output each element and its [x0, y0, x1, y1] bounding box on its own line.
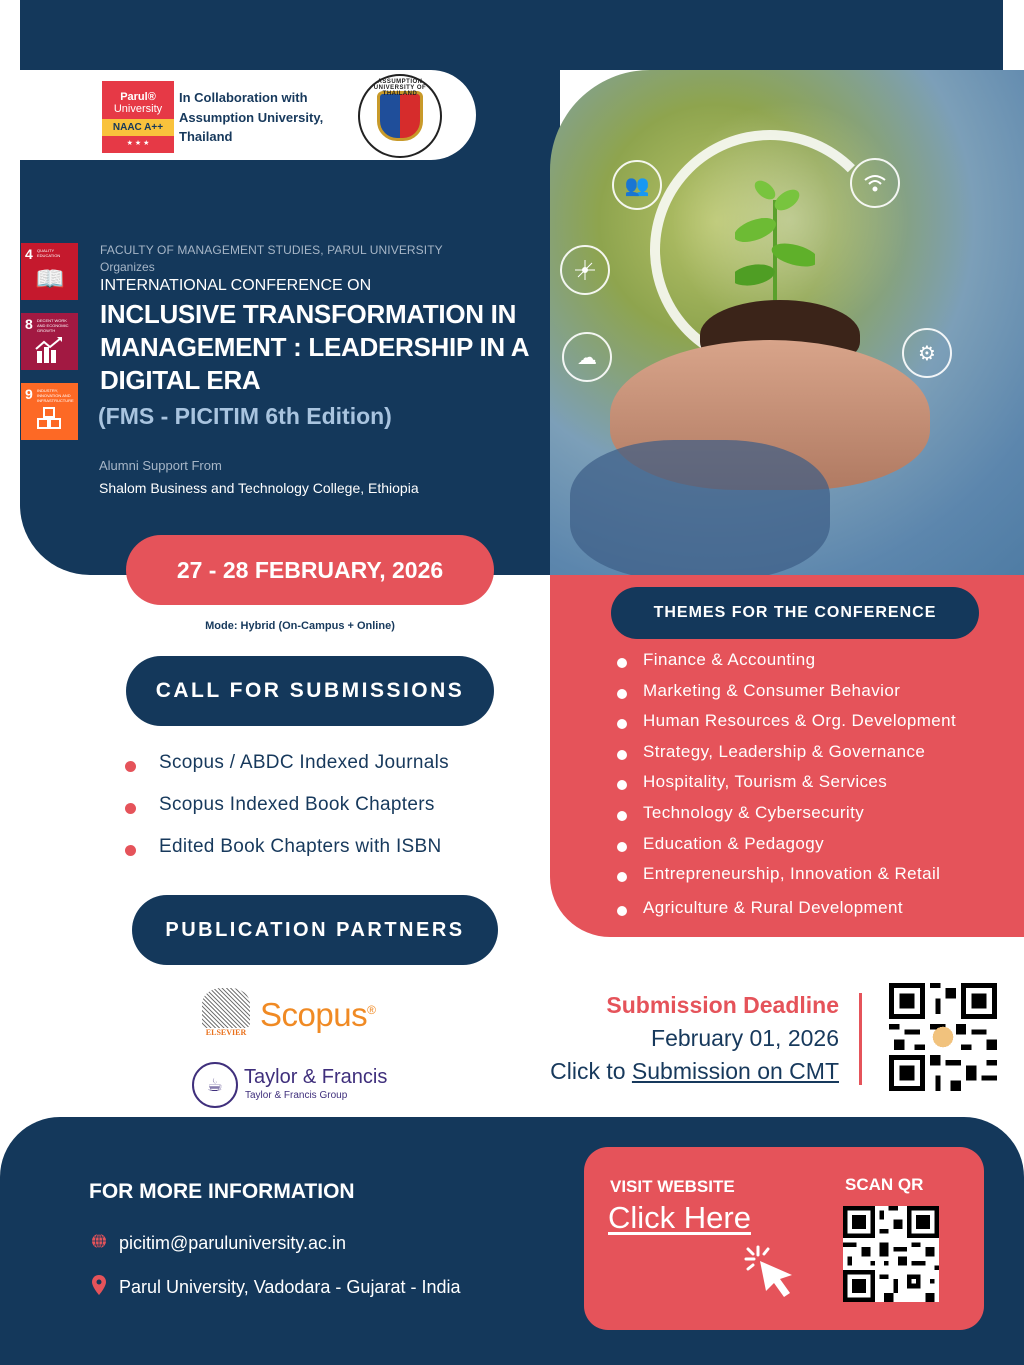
elsevier-logo: ELSEVIER: [202, 988, 250, 1040]
list-item: Entrepreneurship, Innovation & Retail: [617, 864, 956, 895]
network-icon: [560, 245, 610, 295]
collaboration-text: In Collaboration with Assumption University, Thailand: [179, 90, 324, 144]
hero-image: [550, 70, 1024, 575]
bullet-icon: [617, 750, 627, 760]
cloud-upload-icon: ☁: [562, 332, 612, 382]
list-item: Human Resources & Org. Development: [617, 711, 956, 742]
sdg-4-tile: 4 QUALITY EDUCATION 📖: [21, 243, 78, 300]
cursor-click-icon: [744, 1245, 804, 1300]
taylor-francis-logo: Taylor & Francis: [244, 1066, 388, 1088]
organizes-label: Organizes: [100, 260, 155, 274]
call-for-submissions-heading: CALL FOR SUBMISSIONS: [126, 656, 494, 726]
alumni-support-label: Alumni Support From: [99, 458, 222, 473]
conference-type: INTERNATIONAL CONFERENCE ON: [100, 277, 372, 294]
list-item: Scopus / ABDC Indexed Journals: [125, 752, 449, 794]
contact-email: [89, 1233, 346, 1254]
publication-partners-heading: PUBLICATION PARTNERS: [132, 895, 498, 965]
parul-university-logo: Parul® University NAAC A++ ★ ★ ★: [102, 81, 174, 153]
book-icon: 📖: [35, 266, 65, 293]
sdg-9-tile: 9 INDUSTRY, INNOVATION AND INFRASTRUCTURE: [21, 383, 78, 440]
tree-icon: [202, 988, 250, 1028]
location-pin-icon: [89, 1275, 109, 1300]
list-item: Technology & Cybersecurity: [617, 803, 956, 834]
submission-qr-code[interactable]: [889, 983, 997, 1091]
globe-icon: [89, 1233, 109, 1254]
event-dates: 27 - 28 FEBRUARY, 2026: [126, 535, 494, 605]
bullet-icon: [125, 803, 136, 814]
growth-chart-icon: [35, 337, 63, 369]
list-item: Agriculture & Rural Development: [617, 898, 956, 929]
list-item: Education & Pedagogy: [617, 834, 956, 865]
scan-qr-label: SCAN QR: [845, 1175, 924, 1194]
taylor-francis-group: Taylor & Francis Group: [245, 1090, 348, 1101]
submission-cta: Click to Submission on CMT: [550, 1058, 839, 1084]
bullet-icon: [617, 811, 627, 821]
list-item: Hospitality, Tourism & Services: [617, 772, 956, 803]
list-item: Marketing & Consumer Behavior: [617, 681, 956, 712]
divider: [859, 993, 862, 1085]
submission-types-list: [125, 752, 449, 878]
submission-cmt-link[interactable]: Submission on CMT: [631, 1058, 839, 1084]
bullet-icon: [617, 719, 627, 729]
contact-address: Parul University, Vadodara - Gujarat - India: [89, 1275, 460, 1300]
list-item: Scopus Indexed Book Chapters: [125, 794, 449, 836]
email-link[interactable]: picitim@paruluniversity.ac.in: [119, 1233, 347, 1253]
cubes-icon: [35, 407, 63, 439]
visit-website-label: VISIT WEBSITE: [610, 1177, 735, 1196]
click-here-link[interactable]: Click Here: [608, 1200, 751, 1235]
deadline-date: February 01, 2026: [651, 1025, 839, 1051]
bullet-icon: [617, 842, 627, 852]
list-item: Finance & Accounting: [617, 650, 956, 681]
bullet-icon: [617, 906, 627, 916]
website-qr-code[interactable]: [843, 1206, 939, 1302]
bullet-icon: [617, 658, 627, 668]
lamp-icon: ☕: [192, 1062, 238, 1108]
naac-badge: NAAC A++: [102, 119, 174, 136]
bullet-icon: [617, 780, 627, 790]
scopus-logo: Scopus®: [260, 996, 376, 1033]
bullet-icon: [125, 845, 136, 856]
sdg-8-tile: 8 DECENT WORK AND ECONOMIC GROWTH: [21, 313, 78, 370]
people-icon: 👥: [612, 160, 662, 210]
alumni-support-value: Shalom Business and Technology College, Ethiopia: [99, 480, 419, 496]
conference-edition: (FMS - PICITIM 6th Edition): [98, 403, 392, 429]
crest-icon: [377, 91, 423, 141]
qr-code-icon: [843, 1206, 939, 1302]
list-item: Strategy, Leadership & Governance: [617, 742, 956, 773]
bullet-icon: [617, 689, 627, 699]
qr-code-icon: [889, 983, 997, 1091]
themes-list: [617, 650, 956, 928]
event-mode: Mode: Hybrid (On-Campus + Online): [205, 620, 395, 632]
plant-icon: [735, 160, 815, 320]
top-banner: [20, 0, 1003, 70]
wifi-icon: [850, 158, 900, 208]
themes-heading: THEMES FOR THE CONFERENCE: [611, 587, 979, 639]
more-info-heading: FOR MORE INFORMATION: [89, 1180, 355, 1203]
assumption-university-seal: ASSUMPTION UNIVERSITY OF THAILAND: [358, 74, 442, 158]
list-item: Edited Book Chapters with ISBN: [125, 836, 449, 878]
deadline-title: Submission Deadline: [606, 992, 839, 1018]
conference-title: INCLUSIVE TRANSFORMATION IN MANAGEMENT : LEADERSHIP IN A DIGITAL ERA: [100, 299, 529, 395]
gear-icon: ⚙: [902, 328, 952, 378]
organizer-name: FACULTY OF MANAGEMENT STUDIES, PARUL UNIVERSITY: [100, 243, 443, 257]
bullet-icon: [125, 761, 136, 772]
bullet-icon: [617, 872, 627, 882]
